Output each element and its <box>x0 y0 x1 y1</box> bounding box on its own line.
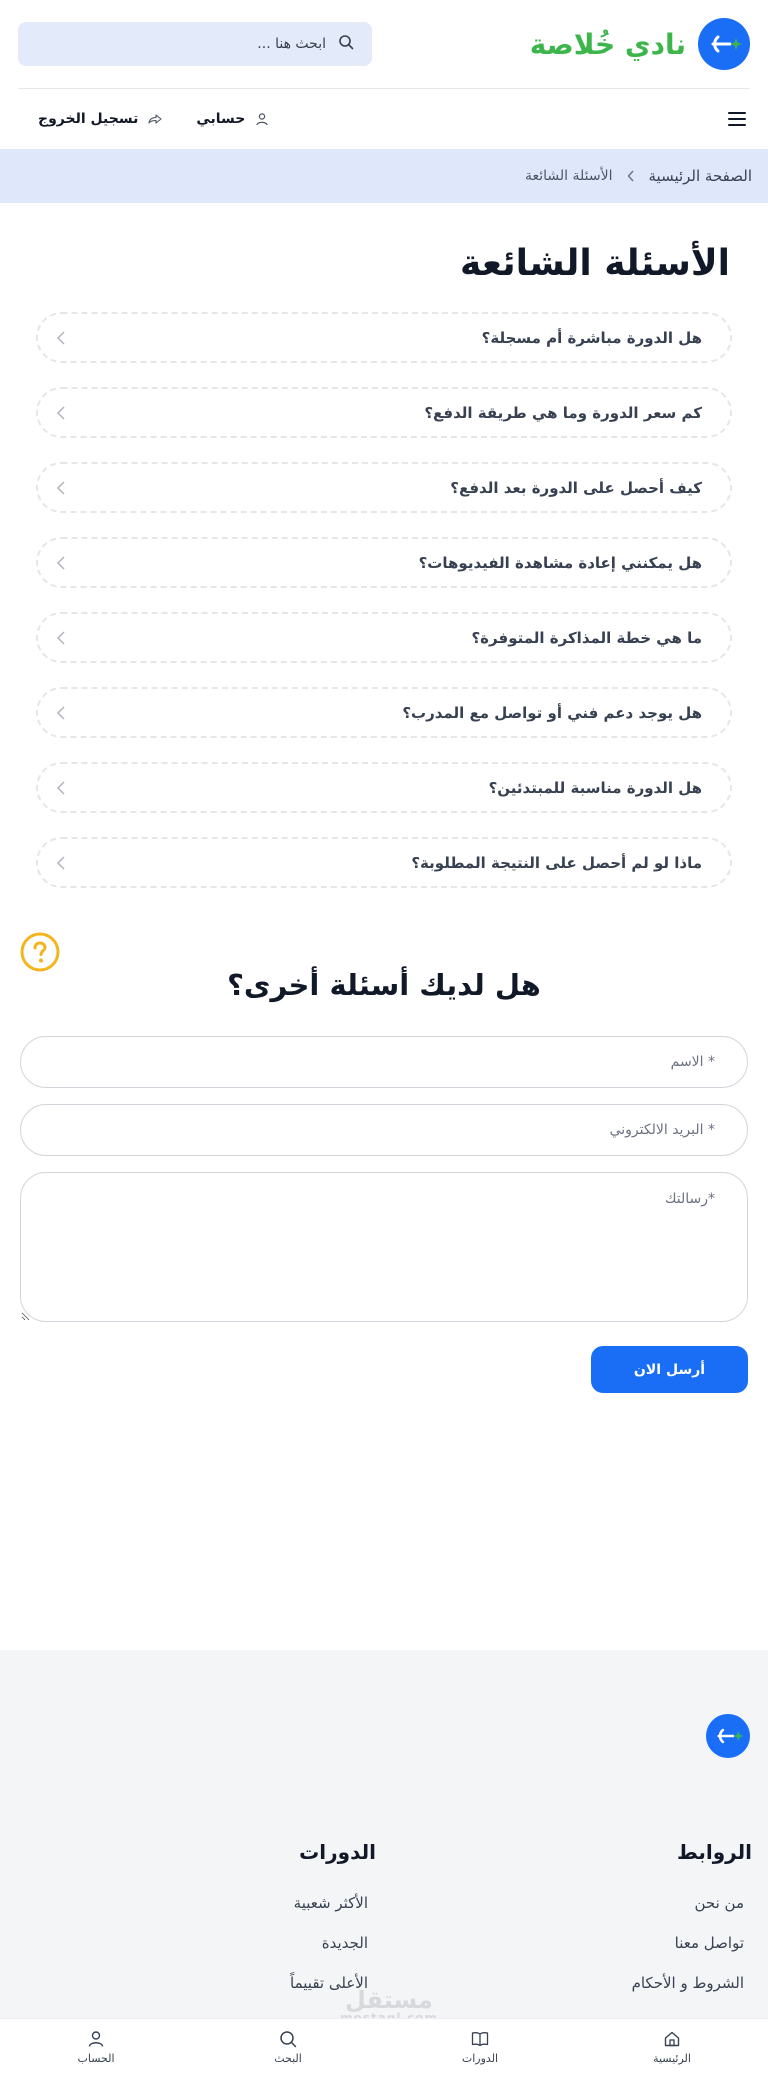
chevron-left-icon <box>56 855 66 871</box>
logo-icon <box>698 18 750 70</box>
bottom-nav-account-label: الحساب <box>77 2052 115 2065</box>
bottom-nav-courses-label: الدورات <box>461 2052 499 2065</box>
footer-course-popular[interactable]: الأكثر شعبية <box>293 1894 368 1912</box>
faq-item[interactable] <box>36 387 732 438</box>
footer-courses-title: الدورات <box>299 1840 376 1864</box>
faq-question: هل الدورة مباشرة أم مسجلة؟ <box>481 328 702 347</box>
bottom-nav-search-label: البحث <box>274 2052 302 2065</box>
chevron-left-icon <box>56 330 66 346</box>
faq-question: هل الدورة مناسبة للمبتدئين؟ <box>488 778 702 797</box>
chevron-left-icon <box>627 170 635 182</box>
faq-question: ما هي خطة المذاكرة المتوفرة؟ <box>471 628 702 647</box>
account-label: حسابي <box>196 111 246 127</box>
help-icon <box>20 932 60 972</box>
breadcrumb-current: الأسئلة الشائعة <box>525 168 613 184</box>
nav-links <box>38 111 269 127</box>
faq-question: هل يوجد دعم فني أو تواصل مع المدرب؟ <box>402 703 702 722</box>
header <box>0 0 768 88</box>
logout-label: تسجيل الخروج <box>38 111 139 127</box>
faq-title: الأسئلة الشائعة <box>460 243 730 284</box>
faq-item[interactable] <box>36 312 732 363</box>
user-icon <box>87 2030 105 2048</box>
chevron-left-icon <box>56 480 66 496</box>
faq-item[interactable] <box>36 462 732 513</box>
faq-question: كيف أحصل على الدورة بعد الدفع؟ <box>450 478 702 497</box>
footer-course-top-rated[interactable]: الأعلى تقييماً <box>290 1974 368 1992</box>
footer-link-about[interactable]: من نحن <box>694 1894 744 1912</box>
chevron-left-icon <box>56 630 66 646</box>
faq-item[interactable] <box>36 762 732 813</box>
menu-icon[interactable] <box>728 112 746 126</box>
watermark-ar: مستقل <box>345 1986 433 2014</box>
faq-section <box>0 203 768 888</box>
chevron-left-icon <box>56 705 66 721</box>
faq-question: كم سعر الدورة وما هي طريقة الدفع؟ <box>424 403 702 422</box>
top-nav <box>0 89 768 149</box>
chevron-left-icon <box>56 405 66 421</box>
footer-course-new[interactable]: الجديدة <box>321 1934 368 1952</box>
contact-title: هل لديك أسئلة أخرى؟ <box>227 968 541 1002</box>
chevron-left-icon <box>56 780 66 796</box>
footer-link-terms[interactable]: الشروط و الأحكام <box>631 1974 744 1992</box>
home-icon <box>663 2030 681 2048</box>
footer-links-title: الروابط <box>676 1840 752 1864</box>
book-icon <box>471 2030 489 2048</box>
footer-courses-col <box>0 1840 376 2014</box>
bottom-nav-account[interactable] <box>16 2030 176 2065</box>
faq-list <box>36 312 732 888</box>
bottom-nav <box>0 2018 768 2076</box>
faq-question: ماذا لو لم أحصل على النتيجة المطلوبة؟ <box>411 853 702 872</box>
bottom-nav-home[interactable] <box>592 2030 752 2065</box>
footer-logo-icon[interactable] <box>706 1714 750 1758</box>
footer-logo-circle <box>706 1714 750 1758</box>
name-field[interactable] <box>20 1036 748 1088</box>
bottom-nav-search[interactable] <box>208 2030 368 2065</box>
faq-item[interactable] <box>36 837 732 888</box>
faq-question: هل يمكنني إعادة مشاهدة الفيديوهات؟ <box>418 553 702 572</box>
logout-link[interactable] <box>38 111 162 127</box>
submit-wrap <box>20 1346 748 1393</box>
brand-name: نادي خُلاصة <box>529 27 686 61</box>
search-icon <box>338 34 354 54</box>
breadcrumb-home[interactable]: الصفحة الرئيسية <box>648 167 752 185</box>
faq-item[interactable] <box>36 612 732 663</box>
contact-section <box>0 932 768 1393</box>
bottom-nav-home-label: الرئيسية <box>653 2052 691 2065</box>
search-box[interactable] <box>18 22 372 66</box>
brand[interactable] <box>530 18 750 70</box>
breadcrumb <box>0 149 768 203</box>
footer-link-contact[interactable]: تواصل معنا <box>674 1934 744 1952</box>
faq-item[interactable] <box>36 537 732 588</box>
submit-button[interactable]: أرسل الان <box>591 1346 748 1393</box>
faq-item[interactable] <box>36 687 732 738</box>
search-input[interactable] <box>36 36 326 52</box>
search-icon <box>279 2030 297 2048</box>
message-field[interactable] <box>20 1172 748 1322</box>
account-link[interactable] <box>196 111 269 127</box>
email-field[interactable] <box>20 1104 748 1156</box>
user-icon <box>255 112 269 126</box>
chevron-left-icon <box>56 555 66 571</box>
bottom-nav-courses[interactable] <box>400 2030 560 2065</box>
logout-icon <box>148 112 162 126</box>
